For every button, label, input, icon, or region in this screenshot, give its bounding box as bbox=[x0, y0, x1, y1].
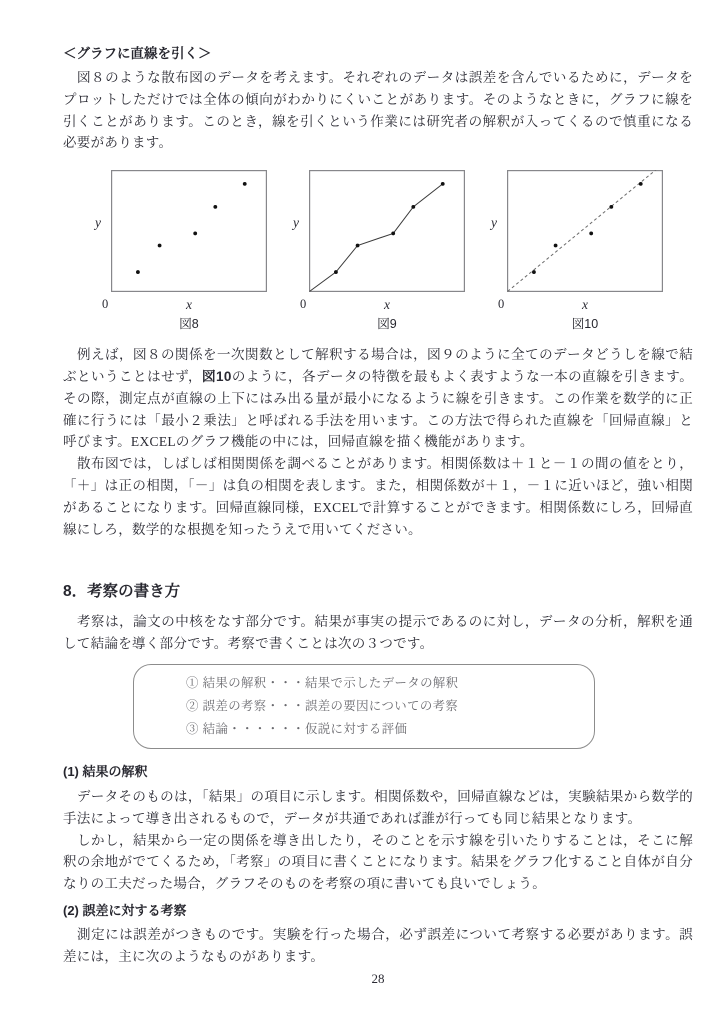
paragraph-intro-scatter: 図８のような散布図のデータを考えます。それぞれのデータは誤差を含んでいるために，データをプロットしただけでは全体の傾向がわかりにくいことがあります。そのようなときに，グラフに線を引くことがあります。このとき，線を引くという作業には研究者の解釈が入ってくるので慎重になる必要があります。 bbox=[63, 70, 693, 151]
figure-10 bbox=[491, 170, 663, 332]
paragraph-regression-text: のように，各データの特徴を最もよく表すような一本の直線を引きます。その際，測定点が直線の上下にはみ出る量が最小になるように線を引きます。この作業を数学的に正確に行うには「最小２乗法」と呼ばれる手法を用います。この方法で得られた直線を「回帰直線」と呼びます。EXCELのグラフ機能の中には，回帰直線を描く機能があります。 bbox=[63, 368, 694, 450]
figure-9 bbox=[293, 170, 465, 332]
x-axis-label: x bbox=[186, 297, 192, 313]
box-item-2: ② 誤差の考察・・・誤差の要因についての考察 bbox=[186, 698, 459, 713]
x-axis-label: x bbox=[582, 297, 588, 313]
y-axis-label: y bbox=[293, 215, 299, 231]
regression-plot-svg bbox=[507, 170, 663, 292]
line-plot-svg bbox=[309, 170, 465, 292]
scatter-plot-svg bbox=[111, 170, 267, 292]
subsection-2-heading: (2) 誤差に対する考察 bbox=[63, 902, 187, 918]
x-axis-label: x bbox=[384, 297, 390, 313]
box-item-1: ① 結果の解釈・・・結果で示したデータの解釈 bbox=[186, 675, 459, 690]
section-8-heading: 8．考察の書き方 bbox=[63, 583, 181, 601]
origin-label: 0 bbox=[498, 297, 505, 312]
subsection-1-heading: (1) 結果の解釈 bbox=[63, 763, 148, 779]
paragraph-regression-text: 例えば，図８の関係を一次関数として解釈する場合は，図９のように全てのデータどうしを線で結ぶということはせず， bbox=[63, 347, 693, 384]
origin-label: 0 bbox=[300, 297, 307, 312]
figure-10-reference: 図10 bbox=[202, 368, 232, 384]
graph-line-heading: ＜グラフに直線を引く＞ bbox=[63, 46, 212, 61]
consideration-points-box bbox=[133, 664, 595, 749]
plot-area bbox=[293, 170, 465, 313]
paragraph-error-consideration: 測定には誤差がつきものです。実験を行った場合，必ず誤差について考察する必要があります。誤差には，主に次のようなものがあります。 bbox=[63, 926, 693, 964]
box-item-3: ③ 結論・・・・・・仮説に対する評価 bbox=[186, 721, 408, 736]
figure-caption: 図8 bbox=[179, 317, 199, 332]
paragraph-regression bbox=[63, 344, 693, 453]
y-axis-label: y bbox=[95, 215, 101, 231]
plot-area bbox=[95, 170, 267, 313]
paragraph-correlation: 散布図では，しばしば相関関係を調べることがあります。相関係数は＋１と－１の間の値をとり，「＋」は正の相関，「－」は負の相関を表します。また，相関係数が＋１，－１に近いほど，強い相関があることになります。回帰直線同様，EXCELで計算することができます。相関係数にしろ，回帰直線にしろ，数学的な根拠を知ったうえで用いてください。 bbox=[63, 456, 693, 537]
figure-caption: 図10 bbox=[571, 317, 599, 332]
paragraph-result-interpretation-2: しかし，結果から一定の関係を導き出したり，そのことを示す線を引いたりすることは，そこに解釈の余地がでてくるため，「考察」の項目に書くことになります。結果をグラフ化すること自体が自分なりの工夫だった場合，グラフそのものを考察の項に書いても良いでしょう。 bbox=[63, 832, 693, 892]
figure-caption: 図9 bbox=[377, 317, 397, 332]
paragraph-consideration-intro: 考察は，論文の中核をなす部分です。結果が事実の提示であるのに対し，データの分析，解釈を通して結論を導く部分です。考察で書くことは次の３つです。 bbox=[63, 614, 693, 652]
figure-row bbox=[63, 170, 693, 332]
plot-area bbox=[491, 170, 663, 313]
page-number: 28 bbox=[371, 970, 385, 986]
figure-8 bbox=[95, 170, 267, 332]
origin-label: 0 bbox=[102, 297, 109, 312]
paragraph-result-interpretation-1: データそのものは，「結果」の項目に示します。相関係数や，回帰直線などは，実験結果から数学的手法によって導き出されるもので，データが共通であれば誰が行っても同じ結果となります。 bbox=[63, 788, 693, 826]
y-axis-label: y bbox=[491, 215, 497, 231]
